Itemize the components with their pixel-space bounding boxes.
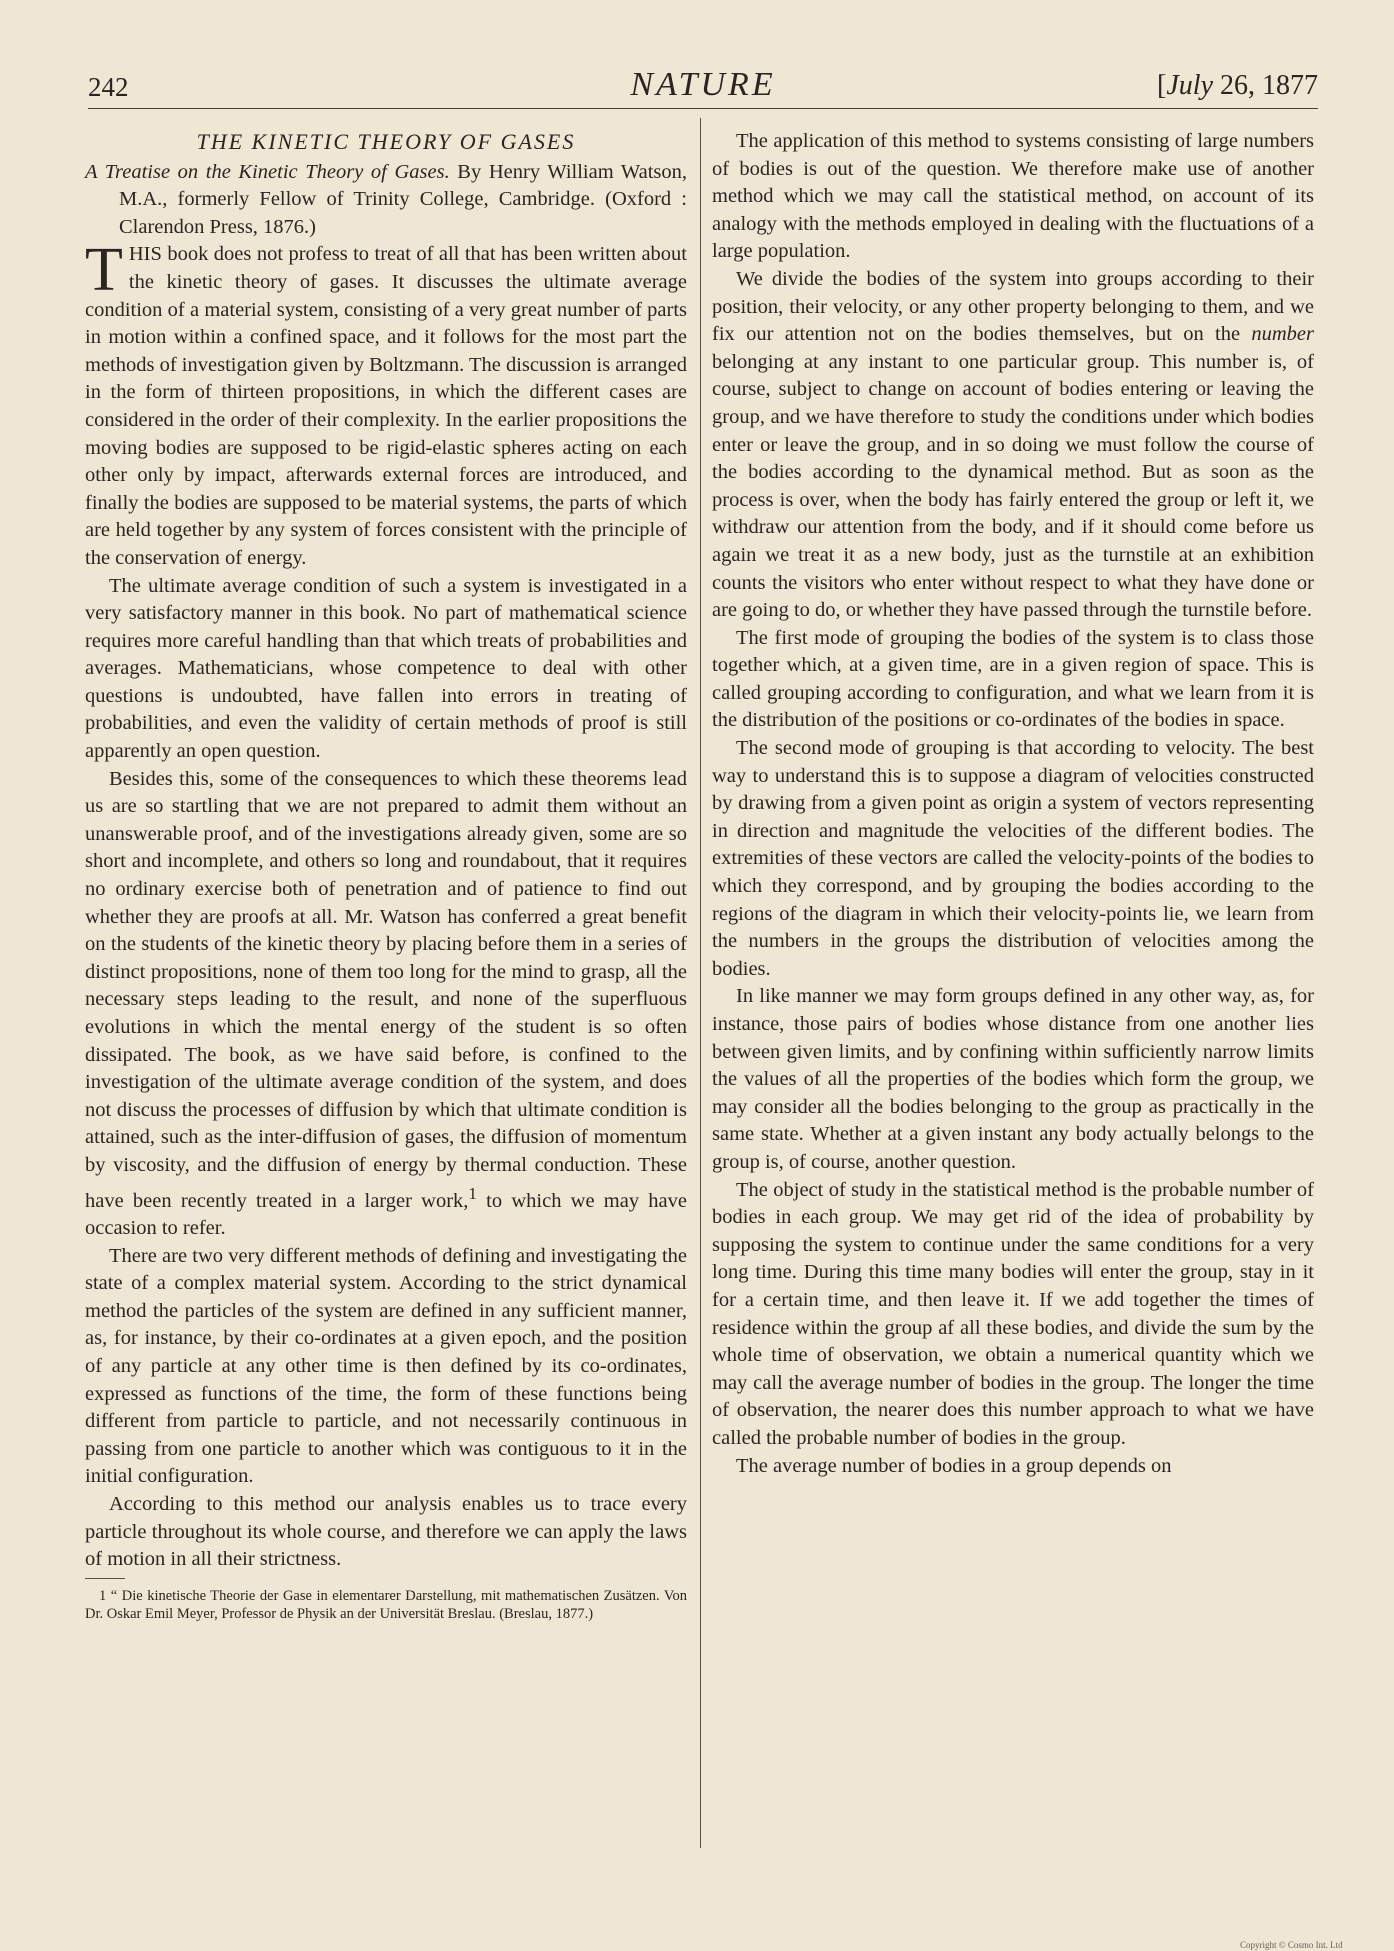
footnote-ref: 1 bbox=[468, 1183, 477, 1203]
right-column bbox=[712, 128, 1314, 1480]
paragraph: We divide the bodies of the system into groups according to their position, their velocity, or any other property belonging to them, and we fix our attention not on the bodies themselves, but on the number belonging at any instant to one particular group. This number is, of course, subject to change on account of bodies entering or leaving the group, and we have therefore to study the conditions under which bodies enter or leave the group, and in so doing we must follow the course of the bodies according to the dynamical method. But as soon as the process is over, when the body has fairly entered the group or left it, we withdraw our attention from the body, and if it should come before us again we treat it as a new body, just as the turnstile at an exhibition counts the visitors who enter without respect to what they have done or are going to do, or whether they have passed through the turnstile before. bbox=[712, 267, 1314, 622]
footnote: 1 “ Die kinetische Theorie der Gase in elementarer Darstellung, mit mathematischen Zusätzen. Von Dr. Oskar Emil Meyer, Professor de Physik an der Universität Breslau. (Breslau, 1877.) bbox=[85, 1587, 687, 1622]
book-citation: A Treatise on the Kinetic Theory of Gases. By Henry William Watson, M.A., formerly Fellow of Trinity College, Cambridge. (Oxford : Clarendon Press, 1876.) bbox=[85, 160, 687, 238]
paragraph: The application of this method to systems consisting of large numbers of bodies is out of the question. We therefore make use of another method which we may call the statistical method, on account of its analogy with the methods employed in dealing with the fluctuations of a large population. bbox=[712, 130, 1314, 263]
issue-date: [July 26, 1877 bbox=[1157, 70, 1318, 101]
left-column bbox=[85, 128, 687, 1623]
page-header bbox=[88, 64, 1318, 109]
paragraph: THIS book does not profess to treat of all that has been written about the kinetic theory of gases. It discusses the ultimate average condition of a material system, consisting of a very great number of parts in motion within a confined space, and it follows for the most part the methods of investigation given by Boltzmann. The discussion is arranged in the form of thirteen propositions, in which the different cases are considered in the order of their complexity. In the earlier propositions the moving bodies are supposed to be rigid-elastic spheres acting on each other only by impact, afterwards external forces are introduced, and finally the bodies are supposed to be material systems, the parts of which are held together by any system of forces consistent with the principle of the conservation of energy. bbox=[85, 236, 687, 569]
column-divider bbox=[700, 118, 701, 1848]
paragraph: The second mode of grouping is that according to velocity. The best way to understand this is to suppose a diagram of velocities constructed by drawing from a given point as origin a system of vectors representing in direction and magnitude the velocities of the different bodies. The extremities of these vectors are called the velocity-points of the bodies to which they correspond, and by grouping the bodies according to the regions of the diagram in which their velocity-points lie, we learn from the numbers in the groups the distribution of velocities among the bodies. bbox=[712, 737, 1314, 980]
paragraph: The average number of bodies in a group depends on bbox=[736, 1454, 1172, 1477]
drop-cap: T bbox=[85, 236, 123, 305]
paragraph: The object of study in the statistical method is the probable number of bodies in each group. We may get rid of the idea of probability by supposing the system to continue under the same conditions for a very long time. During this time many bodies will enter the group, stay in it for a certain time, and then leave it. If we add together the times of residence within the group af all these bodies, and divide the sum by the whole time of observation, we obtain a numerical quantity which we may call the average number of bodies in the group. The longer the time of observation, the nearer does this number approach to what we have called the probable number of bodies in the group. bbox=[712, 1178, 1314, 1449]
paragraph: The ultimate average condition of such a system is investigated in a very satisfactory manner in this book. No part of mathematical science requires more careful handling than that which treats of probabilities and averages. Mathematicians, whose competence to deal with other questions is undoubted, have fallen into errors in treating of probabilities, and even the validity of certain methods of proof is still apparently an open question. bbox=[85, 574, 687, 763]
copyright-watermark: Copyright © Cosmo Int. Ltd bbox=[1240, 1940, 1343, 1950]
page-number: 242 bbox=[88, 72, 129, 102]
paragraph: In like manner we may form groups defined in any other way, as, for instance, those pairs of bodies whose distance from one another lies between given limits, and by confining within sufficiently narrow limits the values of all the properties of the bodies which form the group, we may consider all the bodies belonging to the group as practically in the same state. Whether at a given instant any body actually belongs to the group is, of course, another question. bbox=[712, 985, 1314, 1173]
journal-title: NATURE bbox=[630, 66, 776, 103]
paragraph: There are two very different methods of defining and investigating the state of a complex material system. According to the strict dynamical method the particles of the system are defined in any sufficient manner, as, for instance, by their co-ordinates at a given epoch, and the position of any particle at any other time is then defined by its co-ordinates, expressed as functions of the time, the form of these functions being different from particle to particle, and not necessarily continuous in passing from one particle to another which was contiguous to it in the initial configuration. bbox=[85, 1244, 687, 1488]
book-title: A Treatise on the Kinetic Theory of Gases. bbox=[85, 160, 450, 183]
footnote-rule bbox=[85, 1578, 125, 1579]
paragraph: The first mode of grouping the bodies of the system is to class those together which, at a given time, are in a given region of space. This is called grouping according to configuration, and what we learn from it is the distribution of the positions or co-ordinates of the bodies in space. bbox=[712, 626, 1314, 732]
article-title: THE KINETIC THEORY OF GASES bbox=[196, 129, 576, 154]
paragraph: According to this method our analysis enables us to trace every particle throughout its whole course, and therefore we can apply the laws of motion in all their strictness. bbox=[85, 1492, 687, 1571]
paragraph: Besides this, some of the consequences to which these theorems lead us are so startling that we are not prepared to admit them without an unanswerable proof, and of the investigations already given, some are so short and incomplete, and others so long and roundabout, that it requires no ordinary exercise both of penetration and of patience to find out whether they are proofs at all. Mr. Watson has conferred a great benefit on the students of the kinetic theory by placing before them in a series of distinct propositions, none of them too long for the mind to grasp, all the necessary steps leading to the result, and none of the superfluous evolutions in which the mental energy of the student is so often dissipated. The book, as we have said before, is confined to the investigation of the ultimate average condition of the system, and does not discuss the processes of diffusion by which that ultimate condition is attained, such as the inter-diffusion of gases, the diffusion of momentum by viscosity, and the diffusion of energy by thermal conduction. These have been recently treated in a larger work,$^1$ to which we may have occasion to refer. bbox=[85, 767, 687, 1239]
emphasis: number bbox=[1251, 323, 1314, 346]
